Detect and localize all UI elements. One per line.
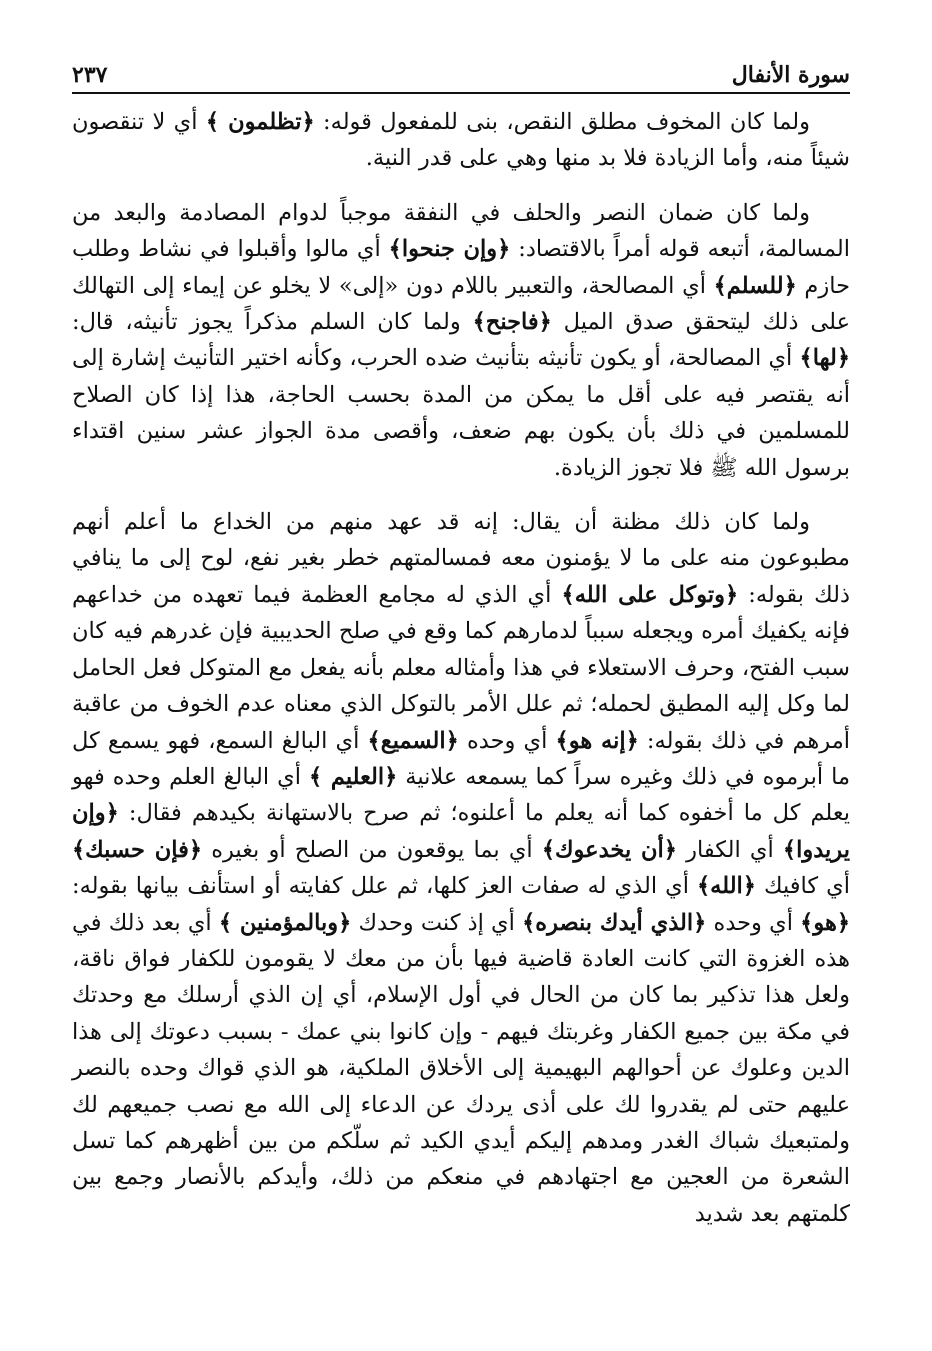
commentary-text: أي الذي له صفات العز كلها، ثم علل كفايته أو استأنف بيانها بقوله: (72, 873, 697, 900)
page-header (72, 52, 850, 94)
quran-quote: ﴿تظلمون ﴾ (205, 109, 315, 135)
commentary-text: ولما كان المخوف مطلق النقص، بنى للمفعول قوله: (314, 109, 810, 135)
commentary-text: أي مالوا وأقبلوا في نشاط وطلب حازم (72, 236, 850, 299)
quran-quote: ﴿وبالمؤمنين ﴾ (218, 909, 352, 936)
commentary-text: أي الذي له مجامع العظمة فيما تعهده من خداعهم فإنه يكفيك أمره ويجعله سبباً لدمارهم كما وقع في صلح الحديبية فإن غدرهم فيه كان سبب الفتح، وحرف الاستعلاء في هذا وأمثاله معلم بأنه يفعل مع المتوكل فعل الحامل لما وكل إليه المطيق لحمله؛ ثم علل الأمر بالتوكل الذي معناه عدم الخوف من عاقبة أمرهم في ذلك بقوله: (72, 581, 851, 754)
commentary-text: أي البالغ السمع، فهو يسمع كل ما أبرموه في ذلك وغيره سراً كما يسمعه علانية (72, 727, 851, 790)
quran-quote: ﴿الله﴾ (697, 873, 756, 900)
commentary-text: أي وحده (458, 727, 556, 754)
surah-title: سورة الأنفال (731, 62, 850, 88)
paragraph-3 (72, 504, 850, 1232)
commentary-text: أي كافيك (756, 873, 850, 900)
quran-quote: ﴿وتوكل على الله﴾ (561, 581, 739, 608)
commentary-text: ولما كان السلم مذكراً يجوز تأنيثه، قال: (72, 309, 473, 336)
commentary-text: أي المصالحة، والتعبير باللام دون «إلى» لا يخلو عن إيماء إلى التهالك على ذلك ليتحقق صدق الميل (72, 272, 850, 336)
body-text (72, 104, 850, 1232)
paragraph-2 (72, 195, 850, 486)
commentary-text: أي المصالحة، أو يكون تأنيثه بتأنيث ضده الحرب، وكأنه اختير التأنيث إشارة إلى أنه يقتصر فيه على أقل ما يمكن من المدة بحسب الحاجة، هذا إذا كان الصلاح للمسلمين في ذلك بأن يكون بهم ضعف، وأقصى مدة الجواز عشر سنين اقتداء برسول الله ﷺ فلا تجوز الزيادة. (72, 345, 850, 481)
quran-quote: ﴿وإن يريدوا﴾ (72, 800, 850, 863)
quran-quote: ﴿إنه هو﴾ (555, 727, 639, 754)
commentary-text: أي إذ كنت وحدك (351, 909, 523, 936)
commentary-text: ولما كان ضمان النصر والحلف في النفقة موجباً لدوام المصادمة والبعد من المسالمة، أتبعه قوله أمراً بالاقتصاد: (72, 199, 850, 263)
quran-quote: ﴿العليم ﴾ (309, 763, 398, 790)
quran-quote: ﴿للسلم﴾ (713, 272, 797, 299)
commentary-text: أي وحده (706, 909, 801, 936)
quran-quote: ﴿أن يخدعوك﴾ (541, 836, 677, 863)
commentary-text: أي بعد ذلك في هذه الغزوة التي كانت العادة قاضية فيها بأن من معك لا يقومون للكفار فواق ناقة، ولعل هذا تذكير بما كان من الحال في أول الإسلام، أي إن الذي أرسلك مع وحدتك في مكة بين جميع الكفار وغربتك فيهم - وإن كانوا بني عمك - بسبب دعوتك إلى هذا الدين وعلوك عن أحوالهم البهيمية إلى الأخلاق الملكية، هو الذي قواك وحده بالنصر عليهم حتى لم يقدروا لك على أذى يردك عن الدعاء إلى الله مع نصب جميعهم لك ولمتبعيك شباك الغدر ومدهم إليكم أيدي الكيد ثم سلّكم من بين أظهرهم كما تسل الشعرة من العجين مع اجتهادهم في منعكم من ذلك، وأيدكم بالأنصار وجمع بين كلمتهم بعد شديد (72, 909, 850, 1227)
paragraph-1 (72, 104, 850, 177)
quran-quote: ﴿فإن حسبك﴾ (72, 836, 203, 863)
quran-quote: ﴿السميع﴾ (367, 727, 459, 754)
quran-quote: ﴿لها﴾ (799, 345, 850, 372)
page-number: ٢٣٧ (72, 62, 108, 88)
quran-quote: ﴿الذي أيدك بنصره﴾ (522, 909, 707, 936)
quran-quote: ﴿فاجنح﴾ (472, 309, 552, 336)
commentary-text: أي بما يوقعون من الصلح أو بغيره (202, 836, 542, 863)
quran-quote: ﴿هو﴾ (800, 909, 850, 936)
quran-quote: ﴿وإن جنحوا﴾ (388, 236, 511, 263)
commentary-text: أي البالغ العلم وحده فهو يعلم كل ما أخفوه كما أنه يعلم ما أعلنوه؛ ثم صرح بالاستهانة بكيدهم فقال: (72, 763, 850, 827)
commentary-text: أي لا تنقصون شيئاً منه، وأما الزيادة فلا بد منها وهي على قدر النية. (72, 109, 850, 172)
commentary-text: ولما كان ذلك مظنة أن يقال: إنه قد عهد منهم من الخداع ما أعلم أنهم مطبوعون منه على ما لا يؤمنون معه فمسالمتهم خطر بغير نفع، لوح إلى ما ينافي ذلك بقوله: (72, 509, 850, 608)
commentary-text: أي الكفار (676, 836, 783, 863)
